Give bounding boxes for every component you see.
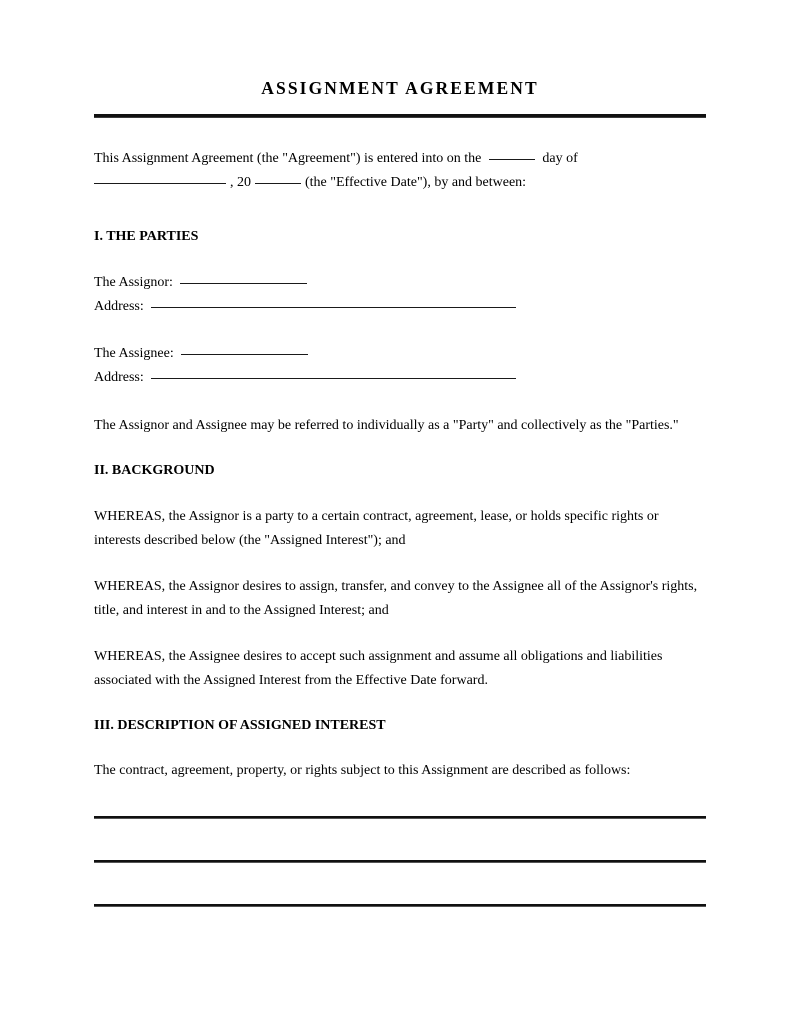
assignee-address-input[interactable] [151, 378, 516, 379]
assignee-address-row [94, 366, 706, 390]
description-blank-line-3[interactable] [94, 904, 706, 907]
parties-definition-paragraph: The Assignor and Assignee may be referred to individually as a "Party" and collectively as the "Parties." [94, 418, 679, 433]
page-title: ASSIGNMENT AGREEMENT [261, 78, 539, 98]
assignor-label: The Assignor: [94, 275, 173, 290]
assignor-address-input[interactable] [151, 307, 516, 308]
title-divider [94, 114, 706, 118]
intro-text-after-year: (the "Effective Date"), by and between: [305, 175, 527, 190]
assignee-name-input[interactable] [181, 354, 308, 355]
background-paragraph-1: WHEREAS, the Assignor is a party to a certain contract, agreement, lease, or holds specific rights or interests described below (the "Assigned Interest"); and [94, 509, 659, 548]
intro-text-after-day: day of [542, 151, 578, 166]
background-paragraph-2: WHEREAS, the Assignor desires to assign, transfer, and convey to the Assignee all of the Assignor's rights, title, and interest in and to the Assigned Interest; and [94, 579, 698, 618]
description-intro-paragraph: The contract, agreement, property, or rights subject to this Assignment are described as follows: [94, 763, 631, 778]
section-heading-background: II. BACKGROUND [94, 463, 215, 478]
background-paragraph-3: WHEREAS, the Assignee desires to accept such assignment and assume all obligations and liabilities associated with the Assigned Interest from the Effective Date forward. [94, 649, 663, 688]
year-blank-field[interactable] [255, 183, 301, 184]
assignee-label: The Assignee: [94, 346, 174, 361]
section-heading-description: III. DESCRIPTION OF ASSIGNED INTEREST [94, 718, 386, 733]
assignee-name-row [94, 342, 706, 366]
month-blank-field[interactable] [94, 183, 226, 184]
section-heading-parties: I. THE PARTIES [94, 229, 199, 244]
assignor-name-row [94, 271, 706, 295]
intro-text-before-day: This Assignment Agreement (the "Agreement") is entered into on the [94, 151, 482, 166]
intro-year-prefix: , 20 [230, 175, 251, 190]
assignee-address-label: Address: [94, 370, 144, 385]
assignor-name-input[interactable] [180, 283, 307, 284]
assignor-address-label: Address: [94, 299, 144, 314]
day-blank-field[interactable] [489, 159, 535, 160]
assignor-address-row [94, 295, 706, 319]
intro-paragraph [94, 147, 706, 195]
